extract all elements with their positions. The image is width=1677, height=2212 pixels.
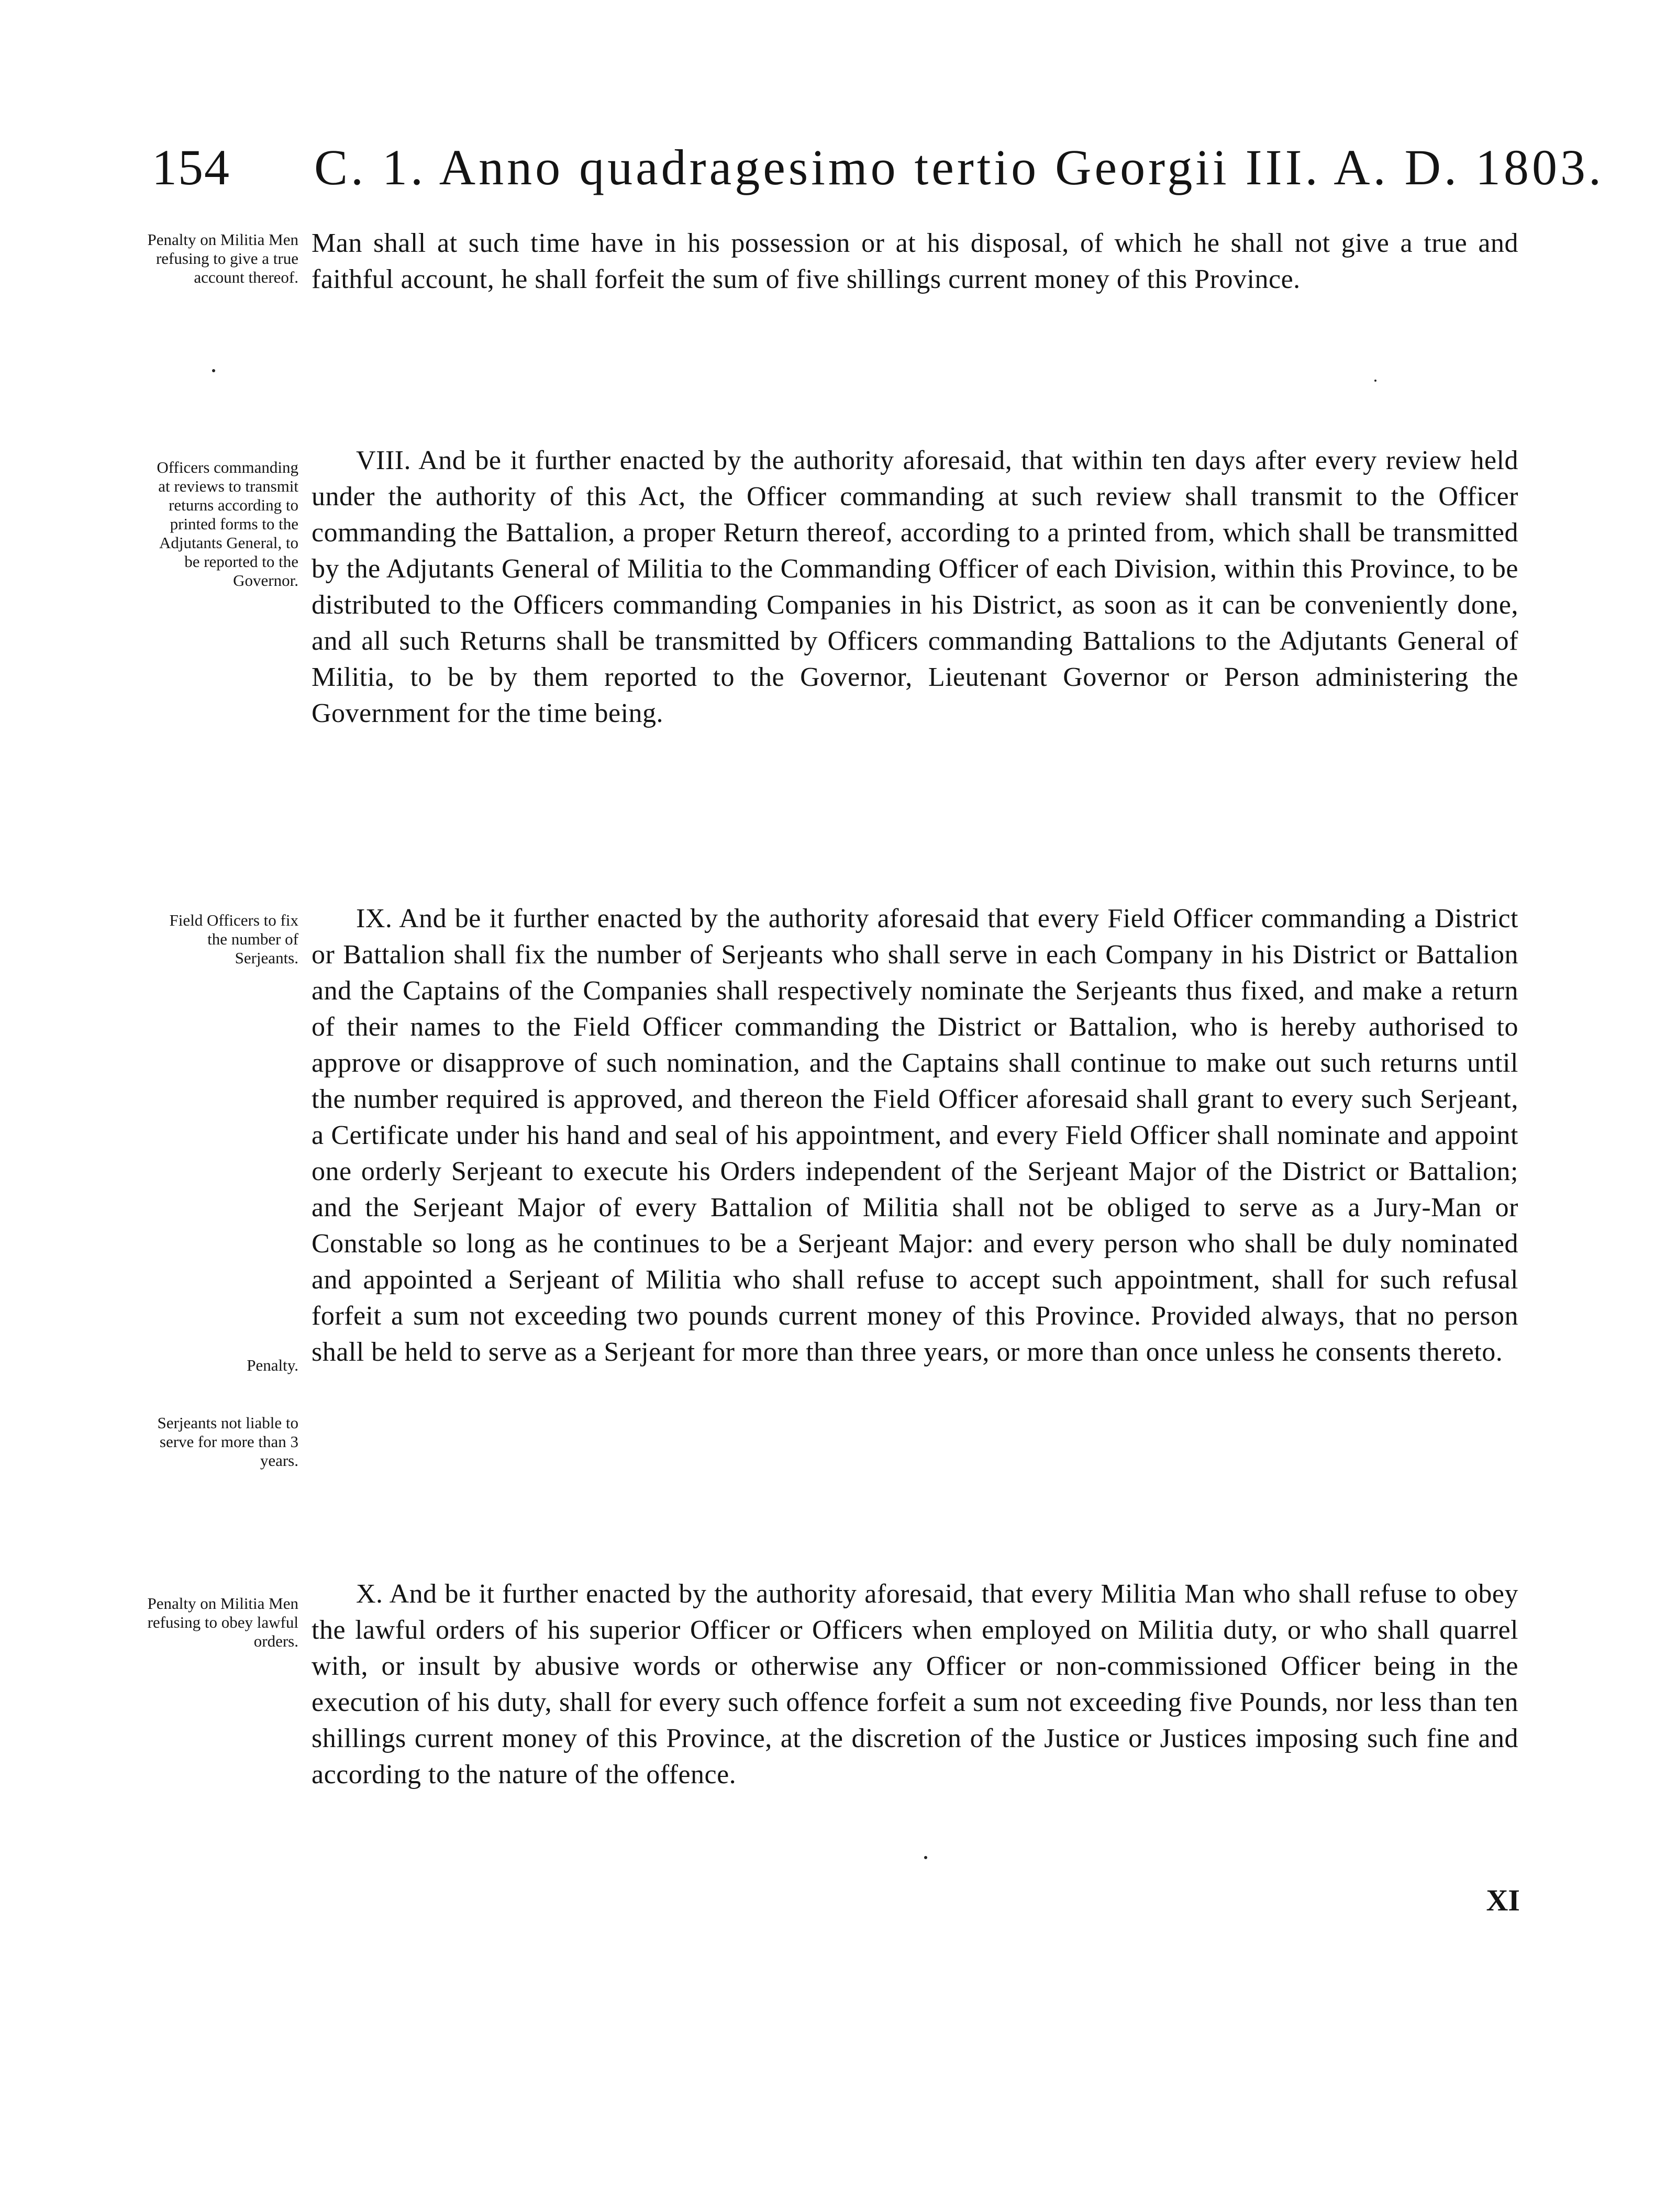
- margin-note-penalty-account: Penalty on Militia Men refusing to give a true account thereof.: [147, 230, 298, 286]
- page-header: [152, 134, 1604, 212]
- catchword: XI: [1486, 1883, 1520, 1917]
- paragraph-ix: [312, 901, 1518, 1370]
- margin-note-penalty: Penalty.: [247, 1356, 298, 1374]
- paragraph-x: [312, 1576, 1518, 1793]
- running-title: C. 1. Anno quadragesimo tertio Georgii III. A. D. 1803.: [314, 139, 1604, 195]
- paragraph-viii: [312, 442, 1518, 731]
- paragraph-intro: [312, 225, 1518, 297]
- scan-speck: [212, 369, 215, 372]
- paragraph-x-text: X. And be it further enacted by the authority aforesaid, that every Militia Man who shall refuse to obey the lawful orders of his superior Officer or Officers when employed on Militia duty, or who shall quarrel with, or insult by abusive words or otherwise any Officer or non-commissioned Officer being in the execution of his duty, shall for every such offence forfeit a sum not exceeding five Pounds, nor less than ten shillings current money of this Province, at the discretion of the Justice or Justices imposing such fine and according to the nature of the offence.: [312, 1579, 1518, 1789]
- margin-note-serjeants-not-liable: Serjeants not liable to serve for more than 3 years.: [157, 1414, 298, 1470]
- page-number: 154: [152, 139, 230, 195]
- scan-speck: [924, 1856, 927, 1859]
- paragraph-viii-text: VIII. And be it further enacted by the authority aforesaid, that within ten days after every review held under the authority of this Act, the Officer commanding at such review shall transmit to the Officer commanding the Battalion, a proper Return thereof, according to a printed from, which shall be transmitted by the Adjutants General of Militia to the Commanding Officer of each Division, within this Province, to be distributed to the Officers commanding Companies in his District, as soon as it can be conveniently done, and all such Returns shall be transmitted by Officers commanding Battalions to the Adjutants General of Militia, to be by them reported to the Governor, Lieutenant Governor or Person administering the Government for the time being.: [312, 446, 1518, 728]
- margin-note-field-officers: Field Officers to fix the number of Serjeants.: [169, 911, 298, 967]
- scan-speck: [1374, 380, 1376, 382]
- margin-note-penalty-obey: Penalty on Militia Men refusing to obey lawful orders.: [147, 1594, 298, 1650]
- margin-note-officers-returns: Officers commanding at reviews to transmit returns according to printed forms to the Adjutants General, to be reported to the Governor.: [157, 458, 298, 590]
- paragraph-intro-text: Man shall at such time have in his possession or at his disposal, of which he shall not give a true and faithful account, he shall forfeit the sum of five shillings current money of this Province.: [312, 228, 1518, 294]
- paragraph-ix-text: IX. And be it further enacted by the authority aforesaid that every Field Officer commanding a District or Battalion shall fix the number of Serjeants who shall serve in each Company in his District or Battalion and the Captains of the Companies shall respectively nominate the Serjeants thus fixed, and make a return of their names to the Field Officer commanding the District or Battalion, who is hereby authorised to approve or disapprove of such nomination, and the Captains shall continue to make out such returns until the number required is approved, and thereon the Field Officer aforesaid shall grant to every such Serjeant, a Certificate under his hand and seal of his appointment, and every Field Officer shall nominate and appoint one orderly Serjeant to execute his Orders independent of the Serjeant Major of the District or Battalion; and the Serjeant Major of every Battalion of Militia shall not be obliged to serve as a Jury-Man or Constable so long as he continues to be a Serjeant Major: and every person who shall be duly nominated and appointed a Serjeant of Militia who shall refuse to accept such appointment, shall for such refusal forfeit a sum not exceeding two pounds current money of this Province. Provided always, that no person shall be held to serve as a Serjeant for more than three years, or more than once unless he consents thereto.: [312, 904, 1518, 1367]
